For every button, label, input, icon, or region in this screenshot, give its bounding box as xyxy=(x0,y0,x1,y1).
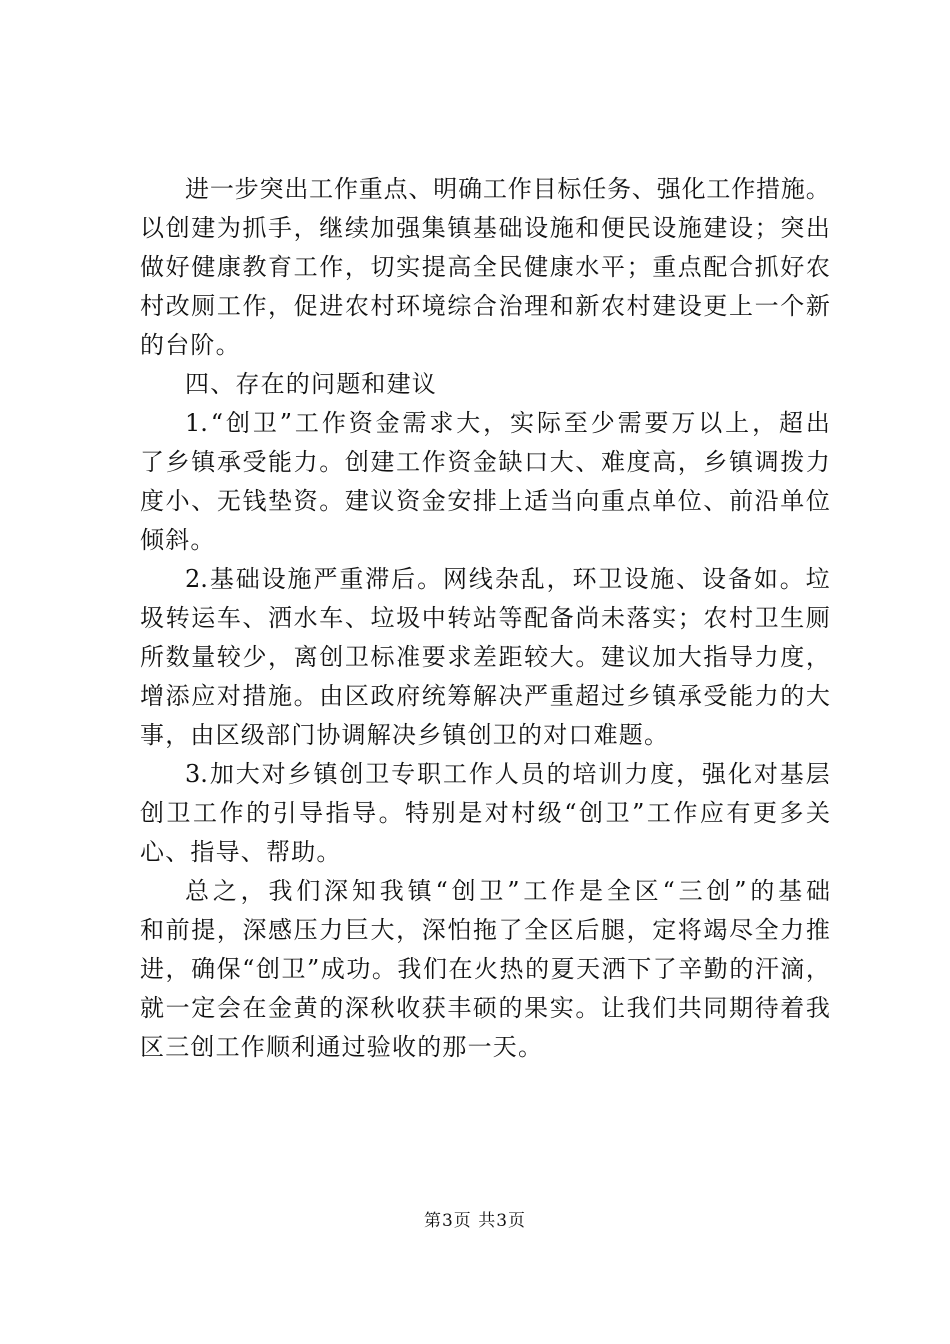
text-line: 了 乡 镇 承 受 能 力 。 创 建 工 作 资 金 缺 口 大 、 难 度 高 ， 乡 镇 调 拨 力 xyxy=(140,448,830,476)
text-line: 事，由区级部门协调解决乡镇创卫的对口难题。 xyxy=(140,721,670,749)
text-line: 进 一 步 突 出 工 作 重 点 、 明 确 工 作 目 标 任 务 、 强 化 工 作 措 施 。 xyxy=(185,175,830,203)
text-line: 1. “ 创 卫 ” 工 作 资 金 需 求 大 ， 实 际 至 少 需 要 万 以 上 ， 超 出 xyxy=(185,409,830,437)
text-line: 以 创 建 为 抓 手 ， 继 续 加 强 集 镇 基 础 设 施 和 便 民 设 施 建 设 ； 突 出 xyxy=(140,214,830,242)
text-line: 总 之 ， 我 们 深 知 我 镇 “ 创 卫 ” 工 作 是 全 区 “ 三 创 ” 的 基 础 xyxy=(185,877,830,905)
text-line: 2. 基 础 设 施 严 重 滞 后 。 网 线 杂 乱 ， 环 卫 设 施 、 设 备 如 。 垃 xyxy=(185,565,830,593)
text-line: 做 好 健 康 教 育 工 作 ， 切 实 提 高 全 民 健 康 水 平 ； 重 点 配 合 抓 好 农 xyxy=(140,253,830,281)
document-body xyxy=(140,170,830,1067)
text-line: 村 改 厕 工 作 ， 促 进 农 村 环 境 综 合 治 理 和 新 农 村 建 设 更 上 一 个 新 xyxy=(140,292,830,320)
text-line: 增 添 应 对 措 施 。 由 区 政 府 统 筹 解 决 严 重 超 过 乡 镇 承 受 能 力 的 大 xyxy=(140,682,830,710)
text-line: 进 ， 确 保 “ 创 卫 ” 成 功 。 我 们 在 火 热 的 夏 天 洒 下 了 辛 勤 的 汗 滴 ， xyxy=(140,955,830,983)
text-line: 创 卫 工 作 的 引 导 指 导 。 特 别 是 对 村 级 “ 创 卫 ” 工 作 应 有 更 多 关 xyxy=(140,799,830,827)
text-line: 就 一 定 会 在 金 黄 的 深 秋 收 获 丰 硕 的 果 实 。 让 我 们 共 同 期 待 着 我 xyxy=(140,994,830,1022)
text-line: 四、存在的问题和建议 xyxy=(185,370,437,398)
page-footer: 第3页 共3页 xyxy=(423,1211,527,1231)
text-line: 圾 转 运 车 、 洒 水 车 、 垃 圾 中 转 站 等 配 备 尚 未 落 实 ； 农 村 卫 生 厕 xyxy=(140,604,830,632)
text-line: 区三创工作顺利通过验收的那一天。 xyxy=(140,1033,544,1061)
text-line: 心、指导、帮助。 xyxy=(140,838,342,866)
text-line: 的台阶。 xyxy=(140,331,241,359)
text-line: 倾斜。 xyxy=(140,526,216,554)
text-line: 度 小 、 无 钱 垫 资 。 建 议 资 金 安 排 上 适 当 向 重 点 单 位 、 前 沿 单 位 xyxy=(140,487,830,515)
text-line: 所 数 量 较 少 ， 离 创 卫 标 准 要 求 差 距 较 大 。 建 议 加 大 指 导 力 度 ， xyxy=(140,643,830,671)
text-line: 3. 加 大 对 乡 镇 创 卫 专 职 工 作 人 员 的 培 训 力 度 ， 强 化 对 基 层 xyxy=(185,760,830,788)
text-line: 和 前 提 ， 深 感 压 力 巨 大 ， 深 怕 拖 了 全 区 后 腿 ， 定 将 竭 尽 全 力 推 xyxy=(140,916,830,944)
